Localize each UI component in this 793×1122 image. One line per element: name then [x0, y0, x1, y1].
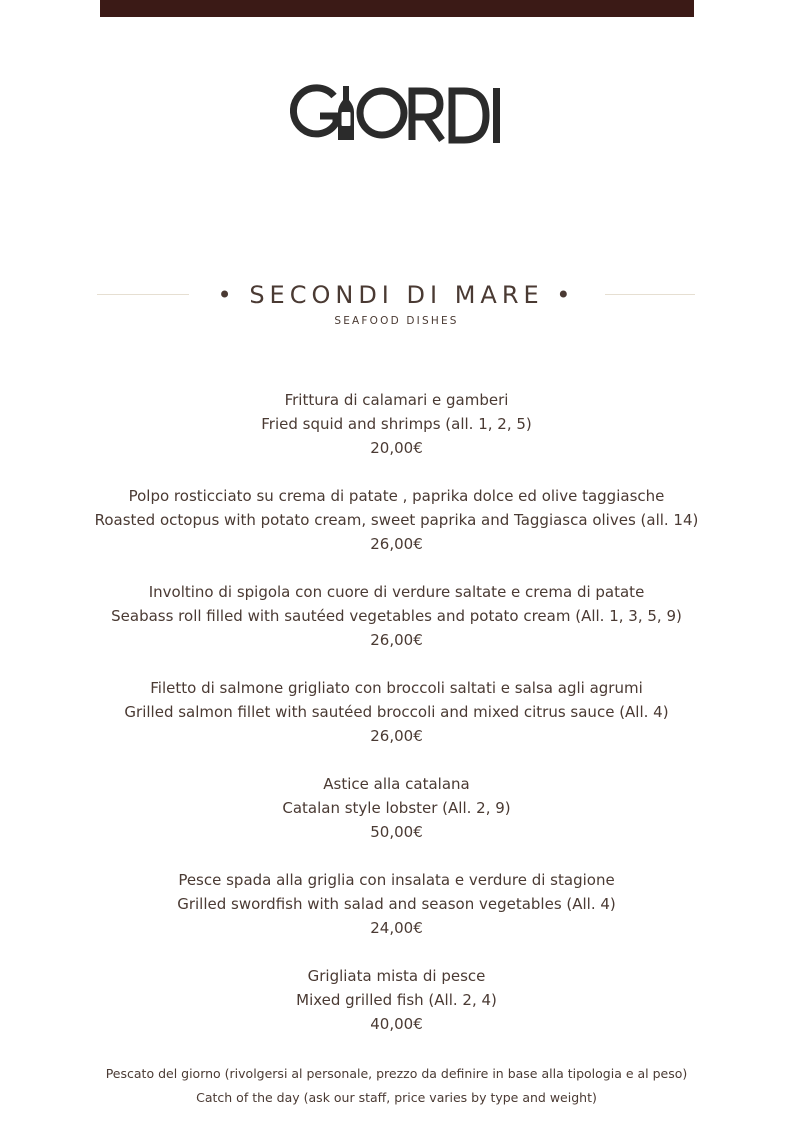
- dish-item: [0, 964, 793, 1060]
- dish-name-english: Grilled salmon fillet with sautéed broccoli and mixed citrus sauce (All. 4): [124, 703, 669, 721]
- dish-list: [0, 388, 793, 1060]
- dish-name-english: Grilled swordfish with salad and season vegetables (All. 4): [177, 895, 616, 913]
- dish-name-italian: Filetto di salmone grigliato con broccoli saltati e salsa agli agrumi: [150, 679, 643, 697]
- dish-price: 26,00€: [370, 535, 423, 553]
- dish-item: [0, 772, 793, 868]
- dish-name-english: Mixed grilled fish (All. 2, 4): [296, 991, 497, 1009]
- footer-note-english: Catch of the day (ask our staff, price varies by type and weight): [196, 1090, 597, 1105]
- dish-item: [0, 676, 793, 772]
- dish-name-italian: Astice alla catalana: [323, 775, 470, 793]
- dish-item: [0, 388, 793, 484]
- dish-price: 50,00€: [370, 823, 423, 841]
- dish-name-english: Roasted octopus with potato cream, sweet paprika and Taggiasca olives (all. 14): [94, 511, 699, 529]
- dish-price: 26,00€: [370, 727, 423, 745]
- section-title: • SECONDI DI MARE •: [217, 281, 576, 309]
- dish-name-italian: Polpo rosticciato su crema di patate , paprika dolce ed olive taggiasche: [128, 487, 665, 505]
- dish-item: [0, 484, 793, 580]
- section-subtitle: SEAFOOD DISHES: [334, 315, 459, 327]
- dish-name-italian: Frittura di calamari e gamberi: [284, 391, 509, 409]
- section-header: [0, 280, 793, 328]
- dish-price: 20,00€: [370, 439, 423, 457]
- footer-note-italian: Pescato del giorno (rivolgersi al personale, prezzo da definire in base alla tipologia e al peso): [105, 1066, 688, 1081]
- dish-item: [0, 868, 793, 964]
- dish-price: 40,00€: [370, 1015, 423, 1033]
- top-bar: [100, 0, 694, 17]
- dish-price: 26,00€: [370, 631, 423, 649]
- logo-graphic: [290, 82, 504, 144]
- dish-item: [0, 580, 793, 676]
- dish-name-italian: Pesce spada alla griglia con insalata e verdure di stagione: [178, 871, 615, 889]
- dish-name-english: Catalan style lobster (All. 2, 9): [282, 799, 511, 817]
- dish-name-english: Seabass roll filled with sautéed vegetables and potato cream (All. 1, 3, 5, 9): [111, 607, 682, 625]
- catch-of-the-day-note: [0, 1062, 793, 1110]
- dish-name-italian: Involtino di spigola con cuore di verdure saltate e crema di patate: [148, 583, 645, 601]
- dish-name-english: Fried squid and shrimps (all. 1, 2, 5): [261, 415, 532, 433]
- dish-price: 24,00€: [370, 919, 423, 937]
- dish-name-italian: Grigliata mista di pesce: [307, 967, 486, 985]
- giordi-logo: [0, 78, 793, 148]
